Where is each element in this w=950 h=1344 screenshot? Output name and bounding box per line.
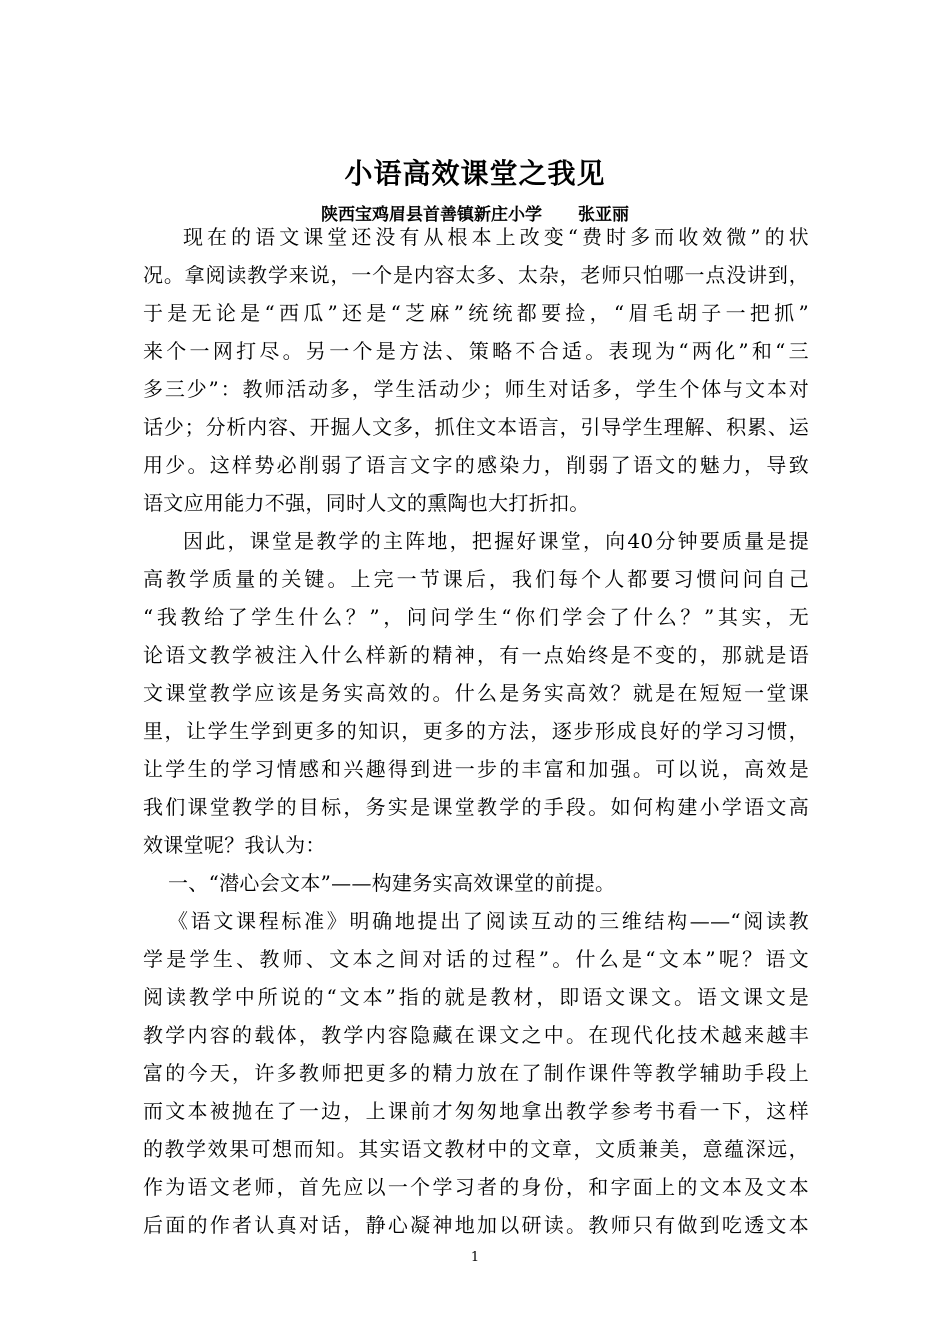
text-line: 学是学生、教师、文本之间对话的过程”。什么是“文本”呢？语文 xyxy=(143,947,809,971)
text-line: 况。拿阅读教学来说，一个是内容太多、太杂，老师只怕哪一点没讲到， xyxy=(143,263,809,287)
document-title: 小语高效课堂之我见 xyxy=(344,157,606,190)
text-line: 作为语文老师，首先应以一个学习者的身份，和字面上的文本及文本 xyxy=(143,1175,809,1199)
text-line: 因此，课堂是教学的主阵地，把握好课堂，向40分钟要质量是提 xyxy=(183,529,809,553)
text-line: 我们课堂教学的目标，务实是课堂教学的手段。如何构建小学语文高 xyxy=(143,795,809,819)
text-line: “我教给了学生什么？”，问问学生“你们学会了什么？”其实，无 xyxy=(143,605,809,629)
text-line: 让学生的学习情感和兴趣得到进一步的丰富和加强。可以说，高效是 xyxy=(143,757,809,781)
text-line: 多三少”：教师活动多，学生活动少；师生对话多，学生个体与文本对 xyxy=(143,377,809,401)
text-line: 而文本被抛在了一边，上课前才匆匆地拿出教学参考书看一下，这样 xyxy=(143,1099,809,1123)
text-line: 《语文课程标准》明确地提出了阅读互动的三维结构——“阅读教 xyxy=(168,909,809,933)
text-line: 用少。这样势必削弱了语言文字的感染力，削弱了语文的魅力，导致 xyxy=(143,453,809,477)
text-line: 来个一网打尽。另一个是方法、策略不合适。表现为“两化”和“三 xyxy=(143,339,809,363)
page-number: 1 xyxy=(470,1250,480,1265)
author-name: 张亚丽 xyxy=(578,205,629,225)
text-line: 教学内容的载体，教学内容隐藏在课文之中。在现代化技术越来越丰 xyxy=(143,1023,809,1047)
text-line: 阅读教学中所说的“文本”指的就是教材，即语文课文。语文课文是 xyxy=(143,985,809,1009)
text-line: 里，让学生学到更多的知识，更多的方法，逐步形成良好的学习习惯， xyxy=(143,719,809,743)
text-line: 现在的语文课堂还没有从根本上改变“费时多而收效微”的状 xyxy=(183,225,809,249)
text-line: 效课堂呢？我认为： xyxy=(143,833,326,857)
section-heading: 一、“潜心会文本”——构建务实高效课堂的前提。 xyxy=(168,871,616,895)
text-line: 富的今天，许多教师把更多的精力放在了制作课件等教学辅助手段上 xyxy=(143,1061,809,1085)
text-line: 高教学质量的关键。上完一节课后，我们每个人都要习惯问问自己 xyxy=(143,567,809,591)
text-line: 后面的作者认真对话，静心凝神地加以研读。教师只有做到吃透文本 xyxy=(143,1213,809,1237)
text-line: 论语文教学被注入什么样新的精神，有一点始终是不变的，那就是语 xyxy=(143,643,809,667)
text-line: 话少；分析内容、开掘人文多，抓住文本语言，引导学生理解、积累、运 xyxy=(143,415,809,439)
author-organization: 陕西宝鸡眉县首善镇新庄小学 xyxy=(321,205,542,225)
text-line: 的教学效果可想而知。其实语文教材中的文章，文质兼美，意蕴深远， xyxy=(143,1137,809,1161)
text-line: 文课堂教学应该是务实高效的。什么是务实高效？就是在短短一堂课 xyxy=(143,681,809,705)
text-line: 于是无论是“西瓜”还是“芝麻”统统都要捡，“眉毛胡子一把抓” xyxy=(143,301,809,325)
text-line: 语文应用能力不强，同时人文的熏陶也大打折扣。 xyxy=(143,491,590,515)
